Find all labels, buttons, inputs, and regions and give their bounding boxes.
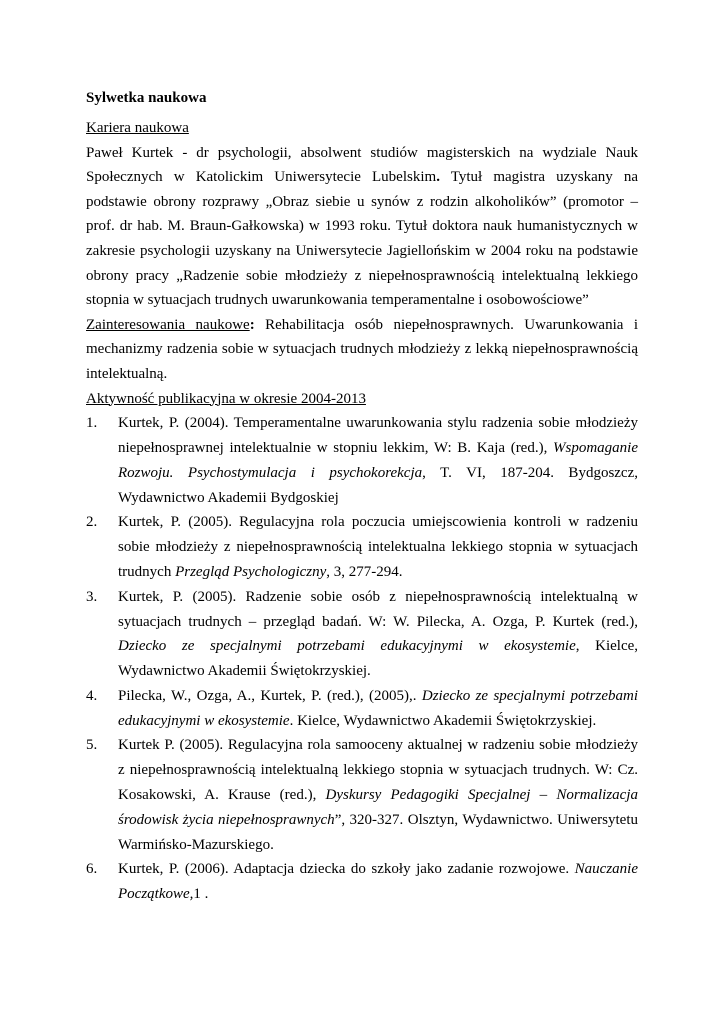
interests-paragraph (86, 313, 638, 387)
career-text-a: Paweł Kurtek - dr psychologii, absolwent studiów magisterskich na wydziale Nauk Społecznych w Katolickim Uniwersytecie Lubelskim (86, 144, 638, 186)
publication-title: Przegląd Psychologiczny (175, 563, 327, 580)
career-heading: Kariera naukowa (86, 120, 189, 136)
publication-item (86, 510, 638, 584)
publication-item (86, 733, 638, 857)
publication-number: 4. (86, 687, 98, 704)
publication-number: 2. (86, 514, 98, 531)
publication-title: Wspomaganie Rozwoju. Psychostymulacja i psychokorekcja (118, 439, 638, 481)
career-paragraph (86, 141, 638, 313)
interests-heading: Zainteresowania naukowe (86, 316, 250, 333)
publication-text-end: , 3, 277-294. (326, 563, 403, 580)
publication-text: Kurtek, P. (2004). Temperamentalne uwarunkowania stylu radzenia sobie młodzieży niepełnosprawnej intelektualnie w stopniu lekkim, W: B. Kaja (red.), (118, 415, 638, 456)
interests-colon: : (249, 316, 255, 333)
publication-text-end: , T. VI, 187-204. Bydgoszcz, Wydawnictwo Akademii Bydgoskiej (118, 464, 639, 506)
publication-text-end: ”, 320-327. Olsztyn, Wydawnictwo. Uniwersytetu Warmińsko-Mazurskiego. (118, 811, 638, 853)
publications-list (86, 411, 638, 907)
publication-number: 6. (86, 861, 98, 878)
publication-number: 5. (86, 737, 98, 754)
publication-text: Kurtek P. (2005). Regulacyjna rola samooceny aktualnej w radzeniu sobie młodzieży z niepełnosprawnością intelektualną lekkiego stopnia w sytuacjach trudnych. W: Cz. Kosakowski, A. Krause (red.), (118, 737, 638, 804)
publication-text: Kurtek, P. (2005). Radzenie sobie osób z niepełnosprawnością intelektualną w sytuacjach trudnych – przegląd badań. W: W. Pilecka, A. Ozga, P. Kurtek (red.), (118, 588, 638, 630)
publication-item (86, 411, 638, 510)
publication-number: 1. (86, 415, 98, 432)
publication-title: Dyskursy Pedagogiki Specjalnej – Normalizacja środowisk życia niepełnosprawnych (118, 787, 639, 828)
career-text-b: Tytuł magistra uzyskany na podstawie obrony rozprawy „Obraz siebie u synów z rodzin alkoholików” (promotor – prof. dr hab. M. Braun-Gałkowska) w 1993 roku. Tytuł doktora nauk humanistycznych w zakresie psychologii uzyskany na Uniwersytecie Jagiellońskim w 2004 roku na podstawie obrony pracy „Radzenie sobie młodzieży z niepełnosprawnością intelektualną lekkiego stopnia w sytuacjach trudnych uwarunkowania temperamentalne i osobowościowe” (86, 169, 639, 309)
publication-title: Nauczanie Początkowe, (118, 861, 638, 903)
publication-text: Pilecka, W., Ozga, A., Kurtek, P. (red.), (2005),. (118, 687, 422, 704)
publication-text-end: . Kielce, Wydawnictwo Akademii Świętokrzyskiej. (289, 712, 597, 729)
publication-item (86, 585, 638, 684)
publication-text-end: 1 . (193, 886, 209, 903)
publication-item (86, 857, 638, 907)
publication-title: Dziecko ze specjalnymi potrzebami edukacyjnymi w ekosystemie (118, 687, 639, 729)
publication-text: Kurtek, P. (2005). Regulacyjna rola poczucia umiejscowienia kontroli w radzeniu sobie młodzieży z niepełnosprawnością intelektualna lekkiego stopnia w sytuacjach trudnych (118, 514, 638, 580)
publication-text: Kurtek, P. (2006). Adaptacja dziecka do szkoły jako zadanie rozwojowe. (118, 861, 575, 878)
interests-text: Rehabilitacja osób niepełnosprawnych. Uwarunkowania i mechanizmy radzenia sobie w sytuacjach trudnych młodzieży z lekką niepełnosprawnością intelektualną. (86, 316, 638, 382)
publications-heading: Aktywność publikacyjna w okresie 2004-2013 (86, 390, 366, 407)
publication-title: Dziecko ze specjalnymi potrzebami edukacyjnymi w ekosystemie (118, 638, 576, 655)
publication-item (86, 684, 638, 734)
publication-number: 3. (86, 588, 98, 605)
career-text-dot: . (436, 169, 440, 186)
publication-text-end: , Kielce, Wydawnictwo Akademii Świętokrzyskiej. (118, 638, 639, 680)
document-title: Sylwetka naukowa (86, 90, 207, 106)
